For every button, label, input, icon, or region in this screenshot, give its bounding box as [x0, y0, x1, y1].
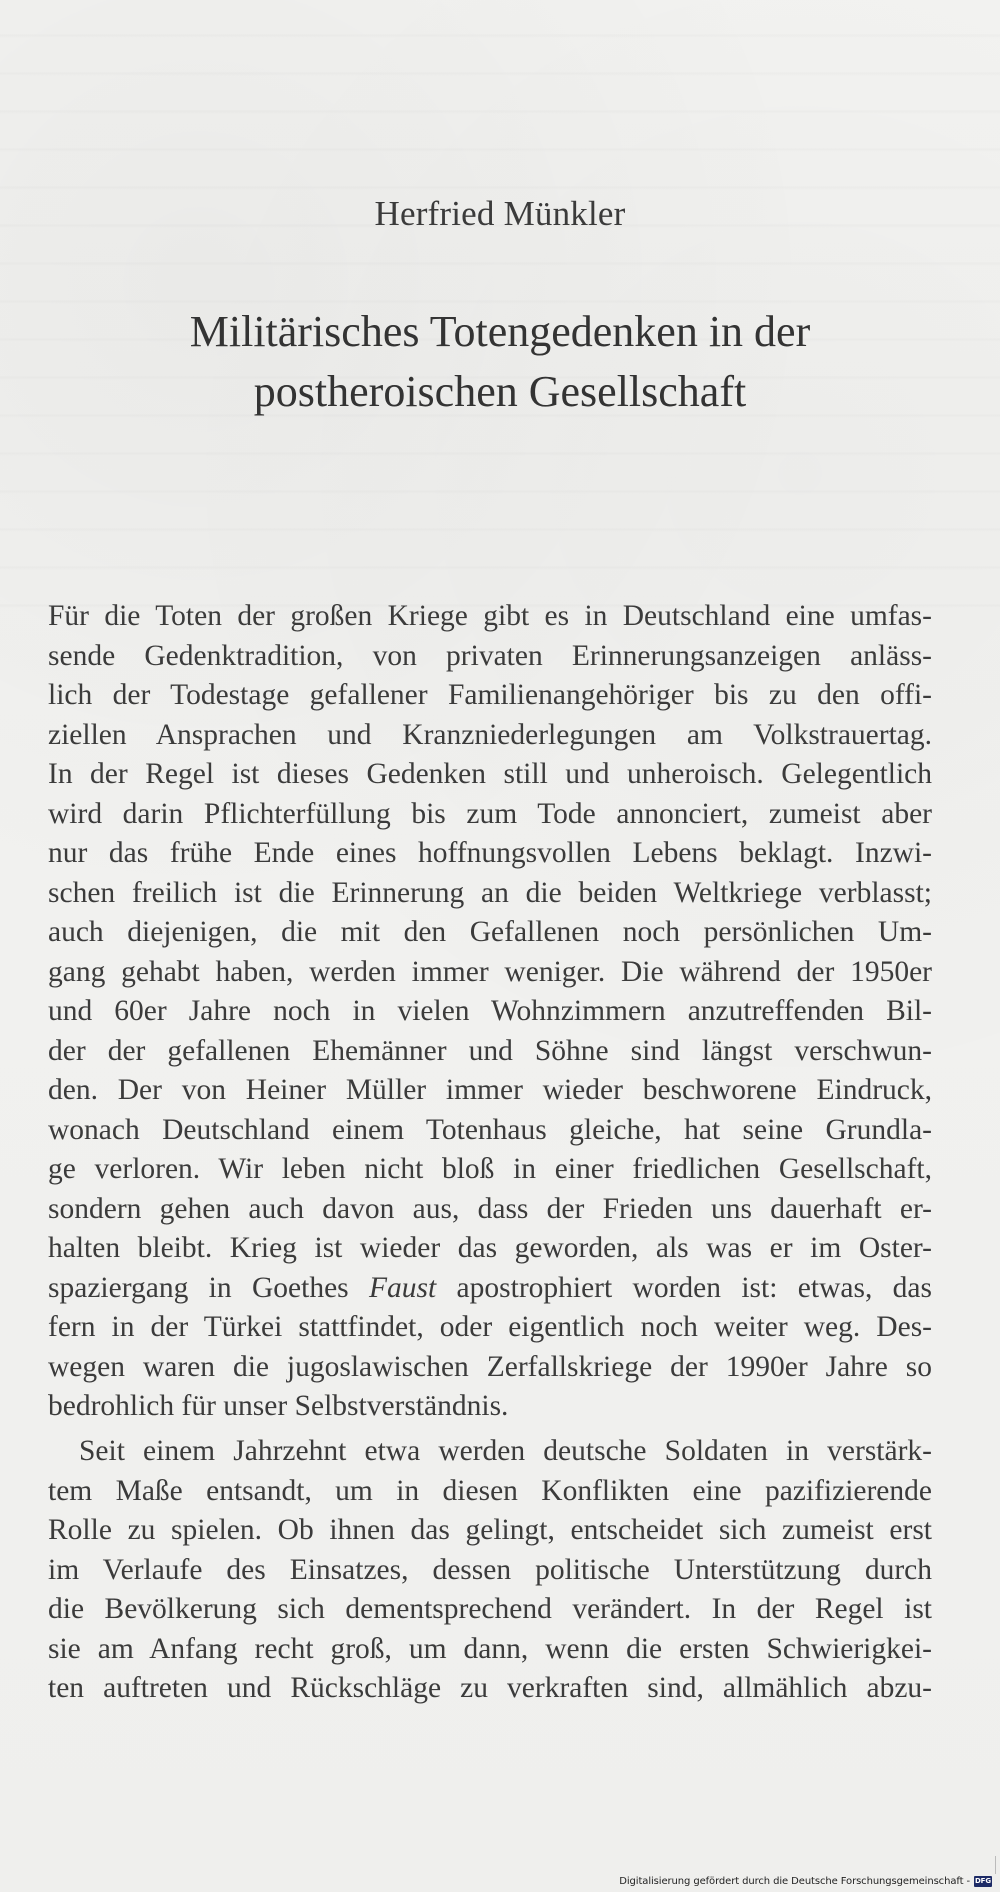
chapter-title [0, 302, 1000, 422]
paragraph-line: wonach Deutschland einem Totenhaus gleiche, hat seine Grundla- [48, 1113, 932, 1146]
scan-edge-mark [995, 1856, 996, 1874]
paragraph-line: gang gehabt haben, werden immer weniger. Die während der 1950er [48, 955, 932, 988]
paragraph-line: nur das frühe Ende eines hoffnungsvollen Lebens beklagt. Inzwi- [48, 837, 932, 869]
paragraph-line: schen freilich ist die Erinnerung an die beiden Weltkriege verblasst; [48, 876, 932, 909]
paragraph-line: der der gefallenen Ehemänner und Söhne sind längst verschwun- [48, 1034, 932, 1067]
paragraph-line: sie am Anfang recht groß, um dann, wenn die ersten Schwierigkei- [48, 1632, 932, 1665]
paragraph-line: sondern gehen auch davon aus, dass der Frieden uns dauerhaft er- [48, 1192, 932, 1225]
paragraph-1 [48, 597, 932, 1427]
italic-book-title: Faust [369, 1271, 437, 1304]
paragraph-line: wegen waren die jugoslawischen Zerfallskriege der 1990er Jahre so [48, 1350, 932, 1383]
chapter-title-line-2: postheroischen Gesellschaft [253, 367, 747, 416]
paragraph-line: ten auftreten und Rückschläge zu verkraften sind, allmählich abzu- [48, 1672, 932, 1704]
paragraph-line: lich der Todestage gefallener Familienangehöriger bis zu den offi- [48, 679, 932, 711]
paragraph-line: bedrohlich für unser Selbstverständnis. [48, 1390, 509, 1422]
paragraph-line: ge verloren. Wir leben nicht bloß in einer friedlichen Gesellschaft, [48, 1153, 932, 1185]
digitization-footer [619, 1876, 992, 1887]
paragraph-line: Seit einem Jahrzehnt etwa werden deutsche Soldaten in verstärk- [79, 1435, 932, 1467]
chapter-title-line-1: Militärisches Totengedenken in der [189, 307, 811, 356]
paragraph-line: den. Der von Heiner Müller immer wieder beschworene Eindruck, [48, 1074, 932, 1106]
paragraph-line: und 60er Jahre noch in vielen Wohnzimmern anzutreffenden Bil- [48, 995, 932, 1027]
paragraph-line: sende Gedenktradition, von privaten Erinnerungsanzeigen anläss- [48, 639, 932, 672]
footer-text: Digitalisierung gefördert durch die Deutsche Forschungsgemeinschaft - [619, 1876, 970, 1887]
paragraph-line: die Bevölkerung sich dementsprechend verändert. In der Regel ist [48, 1593, 932, 1625]
paragraph-line: fern in der Türkei stattfindet, oder eigentlich noch weiter weg. Des- [48, 1311, 932, 1343]
paragraph-line: ziellen Ansprachen und Kranzniederlegungen am Volkstrauertag. [48, 718, 932, 751]
paragraph-line: auch diejenigen, die mit den Gefallenen noch persönlichen Um- [48, 916, 932, 948]
paragraph-line: wird darin Pflichterfüllung bis zum Tode annonciert, zumeist aber [48, 797, 932, 830]
author-name: Herfried Münkler [374, 194, 626, 233]
paragraph-line: Für die Toten der großen Kriege gibt es in Deutschland eine umfas- [48, 600, 932, 632]
paragraph-line: halten bleibt. Krieg ist wieder das geworden, als was er im Oster- [48, 1232, 932, 1264]
paragraph-line: im Verlaufe des Einsatzes, dessen politische Unterstützung durch [48, 1553, 932, 1586]
paragraph-line: tem Maße entsandt, um in diesen Konflikten eine pazifizierende [48, 1474, 932, 1507]
paragraph-line: In der Regel ist dieses Gedenken still und unheroisch. Gelegentlich [48, 758, 932, 790]
paragraph-2 [48, 1432, 932, 1709]
paragraph-line: Rolle zu spielen. Ob ihnen das gelingt, entscheidet sich zumeist erst [48, 1514, 932, 1546]
paragraph-line: spaziergang in Goethes Faust apostrophiert worden ist: etwas, das [48, 1271, 932, 1304]
dfg-logo-icon: DFG [974, 1877, 992, 1885]
